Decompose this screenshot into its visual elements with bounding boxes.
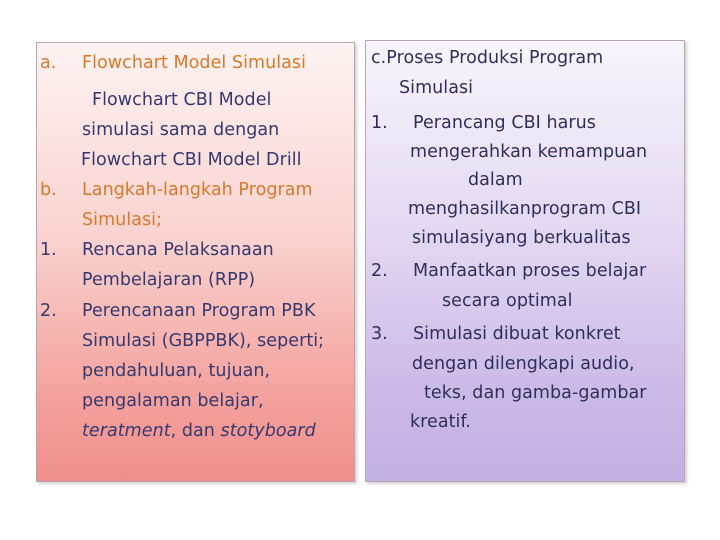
list-item-2-line-5: teratment, dan stotyboard xyxy=(82,421,316,441)
right-panel-title-line-2: Simulasi xyxy=(399,78,474,98)
right-list-item-3-line-4: kreatif. xyxy=(410,412,472,432)
right-list-item-1-line-3: dalam xyxy=(468,170,523,190)
right-list-item-1-line-5: simulasiyang berkualitas xyxy=(412,228,631,248)
right-list-item-1: 1. Perancang CBI harus xyxy=(371,113,596,133)
list-item-2-line-3: pendahuluan, tujuan, xyxy=(82,361,271,381)
left-content-panel xyxy=(36,42,355,482)
right-panel-title: c.Proses Produksi Program xyxy=(371,48,604,68)
right-list-item-2: 2. Manfaatkan proses belajar xyxy=(371,261,647,281)
list-item-1-line-2: Pembelajaran (RPP) xyxy=(82,270,256,290)
list-item-1: 1. Rencana Pelaksanaan xyxy=(40,240,274,260)
item-a-desc-line-3: Flowchart CBI Model Drill xyxy=(81,150,302,170)
right-list-item-3-line-2: dengan dilengkapi audio, xyxy=(412,354,635,374)
right-list-item-1-line-2: mengerahkan kemampuan xyxy=(410,142,648,162)
item-b-heading-line-2: Simulasi; xyxy=(82,210,163,230)
list-item-2: 2. Perencanaan Program PBK xyxy=(40,301,316,321)
item-b-heading: b. Langkah-langkah Program xyxy=(40,180,313,200)
right-list-item-3: 3. Simulasi dibuat konkret xyxy=(371,324,621,344)
right-list-item-3-line-3: teks, dan gamba-gambar xyxy=(424,383,647,403)
list-item-2-line-2: Simulasi (GBPPBK), seperti; xyxy=(82,331,325,351)
italic-term-storyboard: stotyboard xyxy=(220,421,316,441)
item-a-heading: a. Flowchart Model Simulasi xyxy=(40,53,306,73)
right-list-item-1-line-4: menghasilkanprogram CBI xyxy=(408,199,642,219)
list-item-2-line-4: pengalaman belajar, xyxy=(82,391,264,411)
right-list-item-2-line-2: secara optimal xyxy=(442,291,573,311)
italic-term-treatment: teratment xyxy=(82,421,171,441)
item-a-desc-line-2: simulasi sama dengan xyxy=(82,120,280,140)
right-content-panel xyxy=(365,40,685,482)
item-a-desc-line-1: Flowchart CBI Model xyxy=(92,90,272,110)
